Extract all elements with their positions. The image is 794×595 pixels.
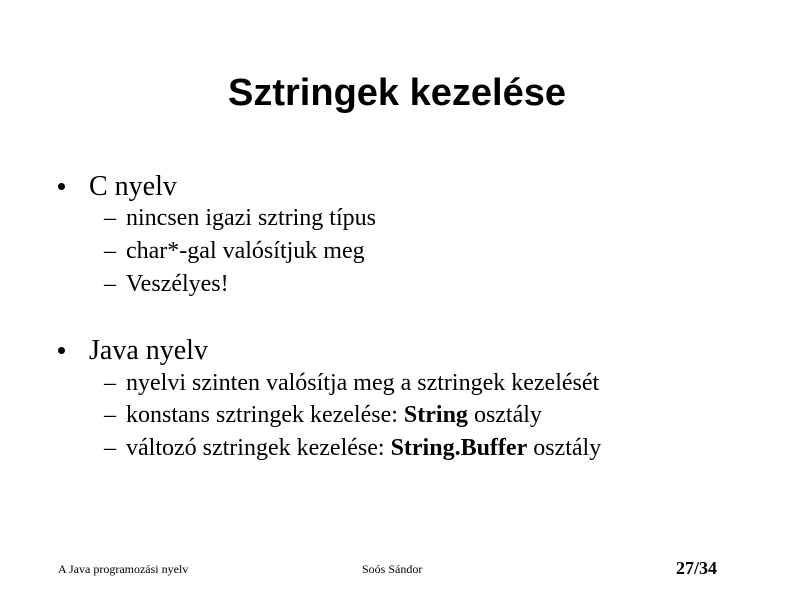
bullet-label: Java nyelv [89, 335, 208, 366]
bullet-label: C nyelv [89, 171, 177, 202]
sub-item-text: char*-gal valósítjuk meg [126, 238, 365, 264]
sub-item-text: nyelvi szinten valósítja meg a sztringek kezelését [126, 370, 600, 396]
sub-item [104, 268, 229, 301]
sub-item-text-post: osztály [467, 402, 542, 428]
sub-item-text-pre: konstans sztringek kezelése: [126, 402, 404, 428]
sub-item-text-bold: String [403, 402, 468, 428]
slide-title: Sztringek kezelése [228, 72, 566, 114]
dash-icon: – [104, 271, 116, 297]
sub-item-text-bold: String.Buffer [390, 435, 528, 461]
dash-icon: – [104, 402, 116, 428]
sub-item [104, 235, 365, 268]
page-number: 27/34 [676, 558, 718, 578]
sub-item [104, 399, 542, 432]
sub-item-text: Veszélyes! [126, 271, 229, 297]
sub-item [104, 367, 599, 400]
bullet-java-nyelv [58, 334, 208, 368]
bullet-dot-icon [58, 347, 65, 354]
dash-icon: – [104, 435, 116, 461]
dash-icon: – [104, 238, 116, 264]
sub-item [104, 432, 601, 465]
sub-item-text: nincsen igazi sztring típus [126, 205, 376, 231]
dash-icon: – [104, 205, 116, 231]
bullet-c-nyelv [58, 170, 177, 204]
sub-item [104, 202, 376, 235]
bullet-dot-icon [58, 183, 65, 190]
footer-author: Soós Sándor [362, 562, 423, 576]
footer-course-title: A Java programozási nyelv [58, 562, 189, 576]
sub-item-text-post: osztály [527, 435, 602, 461]
sub-item-text-pre: változó sztringek kezelése: [126, 435, 391, 461]
dash-icon: – [104, 370, 116, 396]
